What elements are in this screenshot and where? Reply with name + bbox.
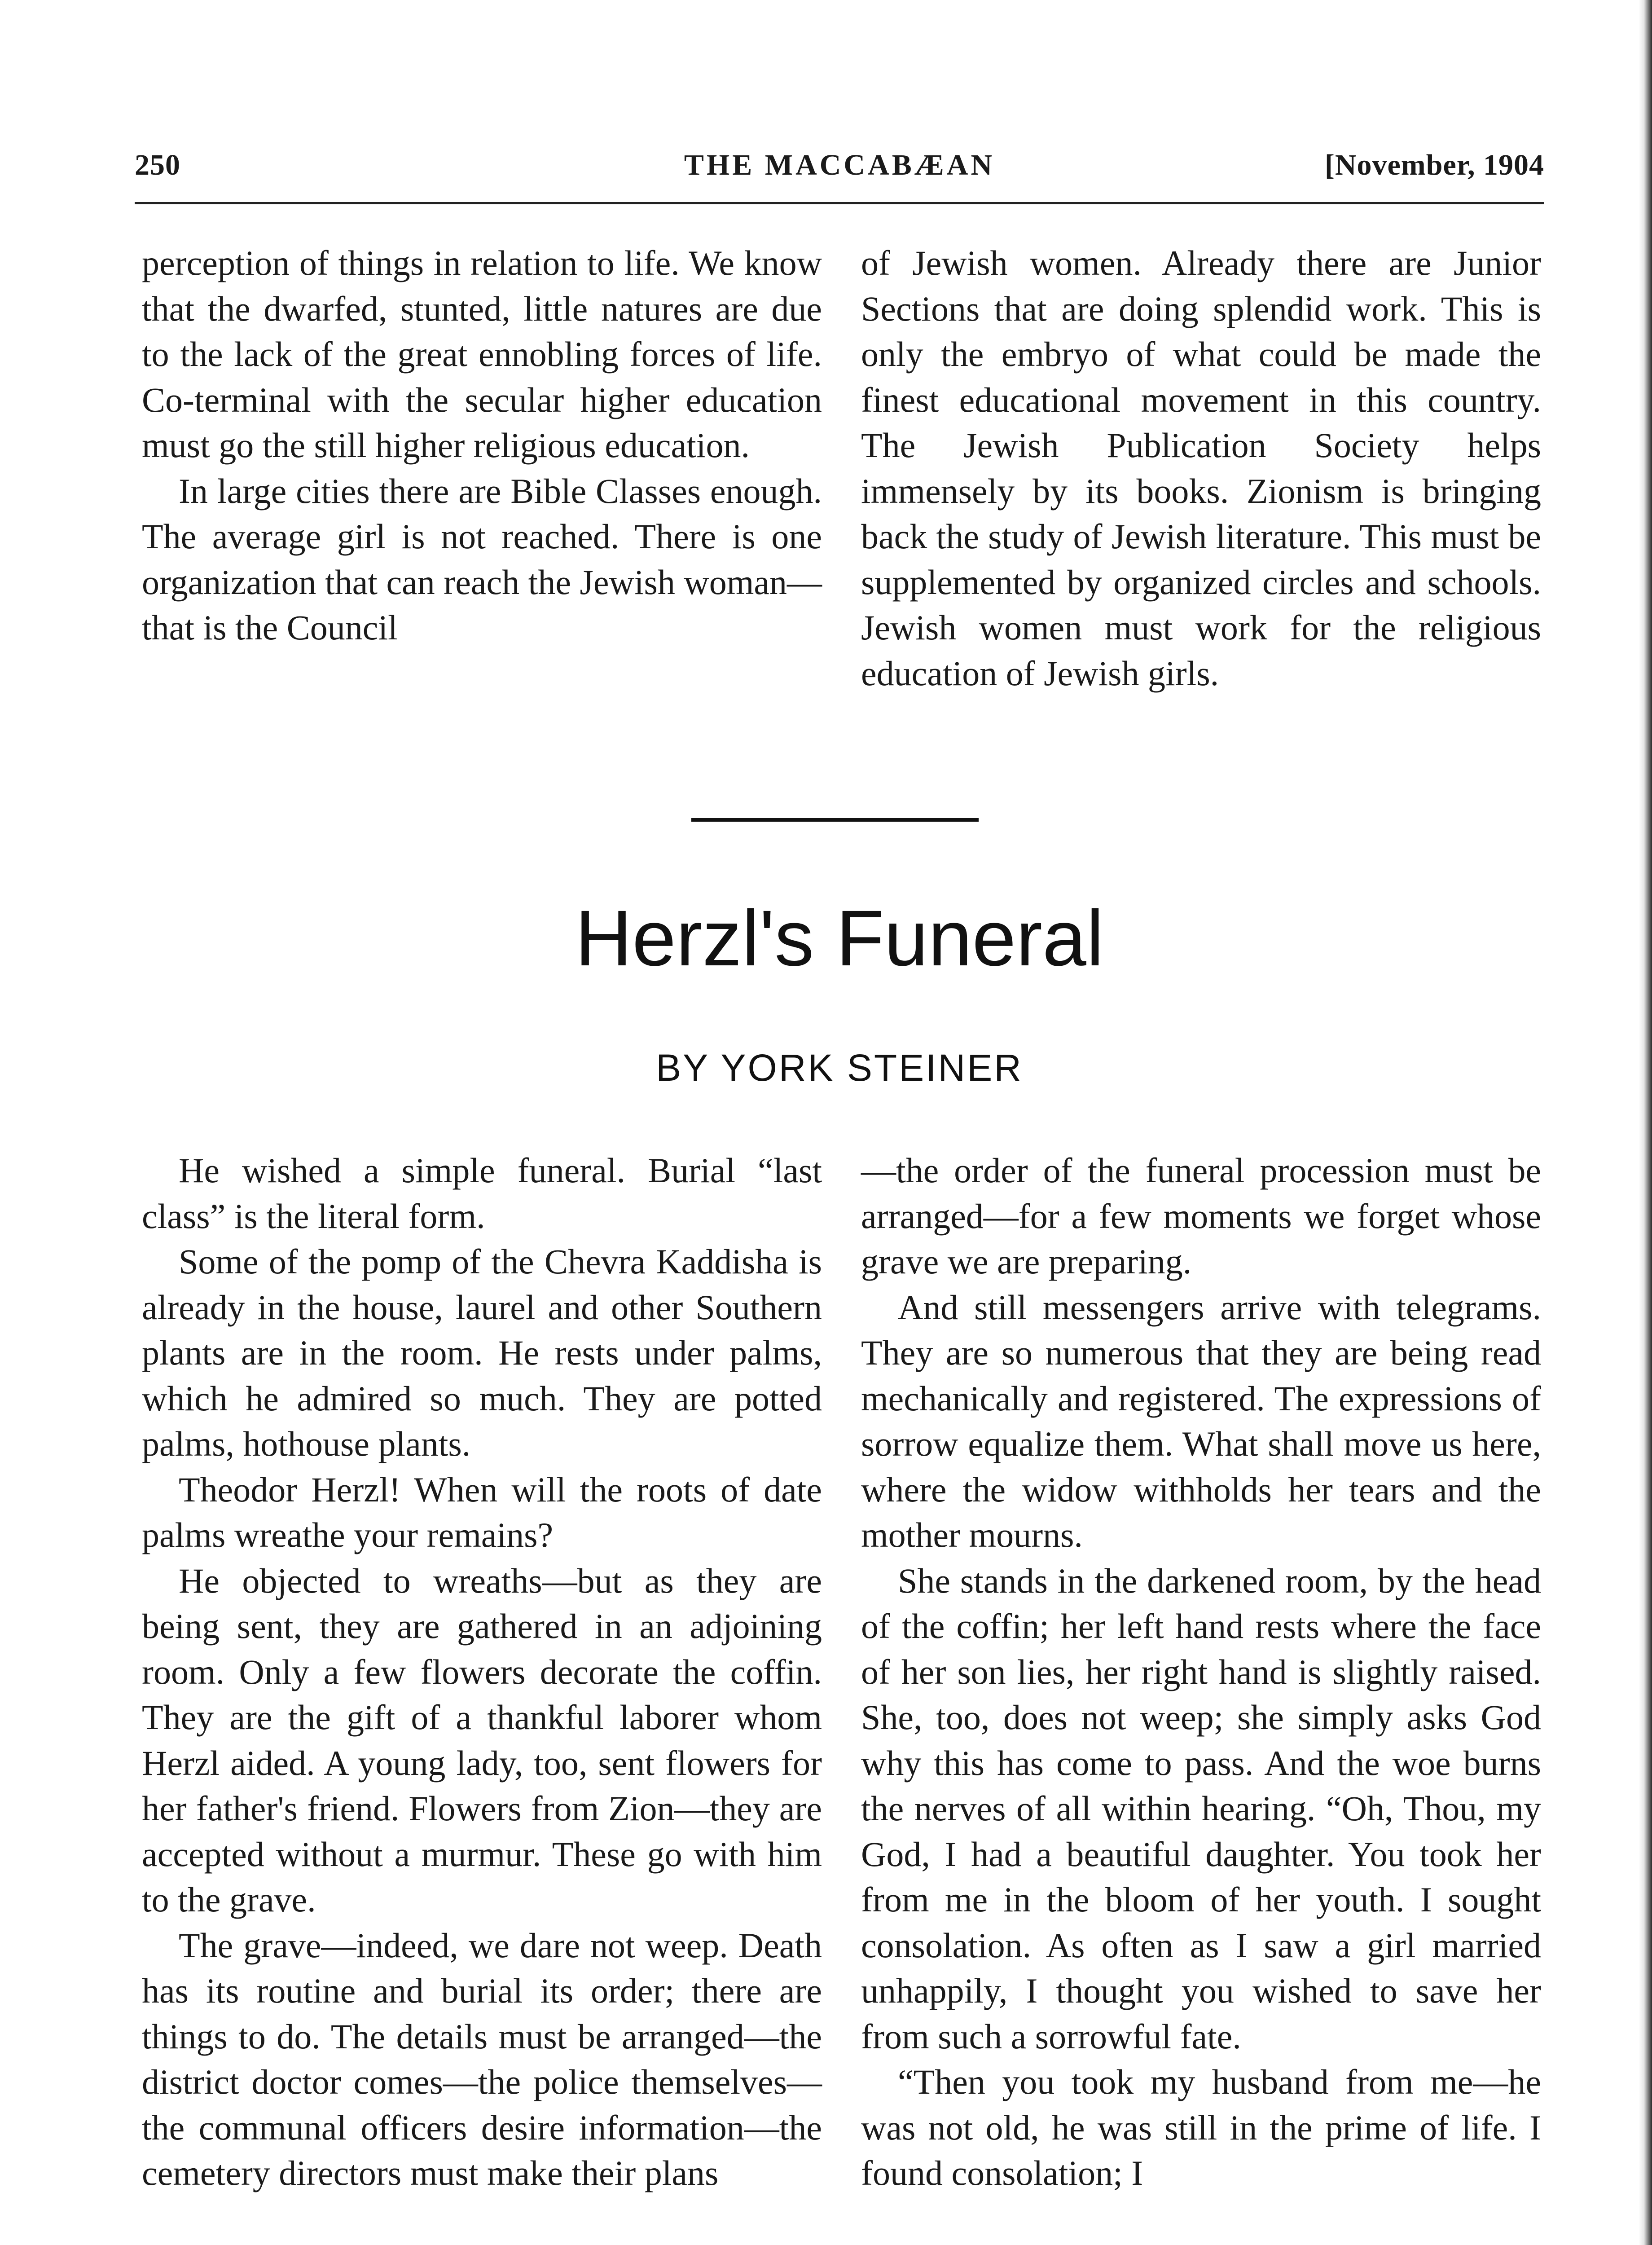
- paragraph: perception of things in relation to life. We know that the dwarfed, stunted, little natures are due to the lack of the great ennobling forces of life. Co-terminal with the secular higher education must go the still higher religious education.: [142, 243, 822, 465]
- paragraph: “Then you took my husband from me—he was not old, he was still in the prime of life. I found consolation; I: [861, 2062, 1541, 2192]
- article-left-column: [142, 1148, 822, 2196]
- paragraph: She stands in the darkened room, by the head of the coffin; her left hand rests where the face of her son lies, her right hand is slightly raised. She, too, does not weep; she simply asks God why this has come to pass. And the woe burns the nerves of all within hearing. “Oh, Thou, my God, I had a beautiful daughter. You took her from me in the bloom of her youth. I sought consolation. As often as I saw a girl married unhappily, I thought you wished to save her from such a sorrowful fate.: [861, 1561, 1541, 2056]
- paragraph: In large cities there are Bible Classes enough. The average girl is not reached. There is one organization that can reach the Jewish woman—that is the Council: [142, 471, 822, 647]
- paragraph: Theodor Herzl! When will the roots of date palms wreathe your remains?: [142, 1470, 822, 1554]
- article-right-column: [861, 1148, 1541, 2196]
- paragraph: of Jewish women. Already there are Junior Sections that are doing splendid work. This is only the embryo of what could be made the finest educational movement in this country. The Jewish Publication Society helps immensely by its books. Zionism is bringing back the study of Jewish literature. This must be supplemented by organized circles and schools. Jewish women must work for the religious education of Jewish girls.: [861, 243, 1541, 693]
- paragraph: He objected to wreaths—but as they are being sent, they are gathered in an adjoining room. Only a few flowers decorate the coffin. They are the gift of a thankful laborer whom Herzl aided. A young lady, too, sent flowers for her father's friend. Flowers from Zion—they are accepted without a murmur. These go with him to the grave.: [142, 1561, 822, 1919]
- page-number: 250: [135, 149, 180, 181]
- paragraph: Some of the pomp of the Chevra Kaddisha is already in the house, laurel and other Southern plants are in the room. He rests under palms, which he admired so much. They are potted palms, hothouse plants.: [142, 1242, 822, 1463]
- paragraph: And still messengers arrive with telegrams. They are so numerous that they are being read mechanically and registered. The expressions of sorrow equalize them. What shall move us here, where the widow withholds her tears and the mother mourns.: [861, 1287, 1541, 1554]
- issue-date: [November, 1904: [1324, 149, 1544, 181]
- paragraph: —the order of the funeral procession must be arranged—for a few moments we forget whose grave we are preparing.: [861, 1151, 1541, 1281]
- top-left-column: [142, 240, 822, 651]
- section-divider: [691, 818, 979, 822]
- scan-edge: [1639, 0, 1652, 2245]
- article-title: Herzl's Funeral: [575, 894, 1104, 982]
- running-header: [135, 148, 1544, 189]
- paragraph: The grave—indeed, we dare not weep. Death has its routine and burial its order; there are things to do. The details must be arranged—the district doctor comes—the police themselves—the communal officers desire information—the cemetery directors must make their plans: [142, 1925, 822, 2192]
- article-byline: BY YORK STEINER: [656, 1047, 1023, 1089]
- paragraph: He wished a simple funeral. Burial “last class” is the literal form.: [142, 1151, 822, 1236]
- journal-title: THE MACCABÆAN: [684, 149, 995, 181]
- header-rule: [135, 202, 1544, 204]
- top-right-column: [861, 240, 1541, 696]
